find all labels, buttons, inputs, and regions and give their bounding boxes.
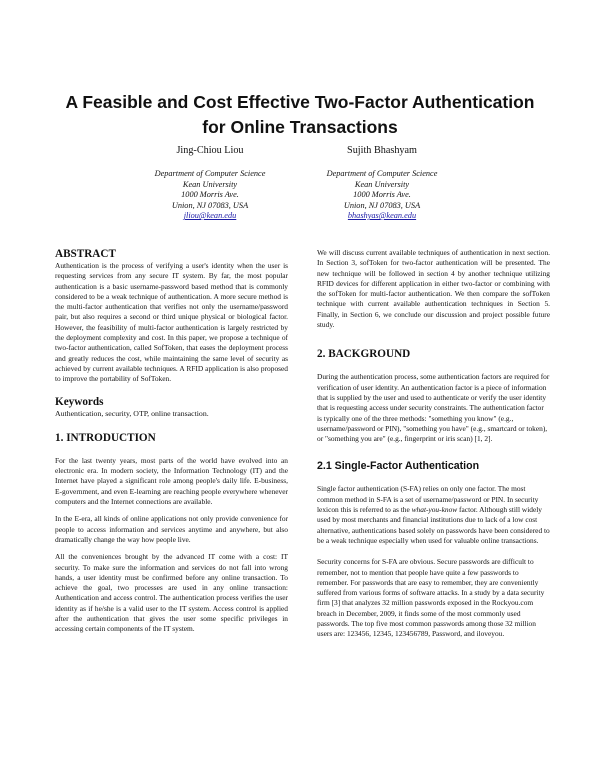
right-column <box>317 248 550 640</box>
intro-paragraph-3: All the conveniences brought by the advanced IT come with a cost: IT security. To make sure the information and services do not fall into wrong hands, a user identity must be confirmed before any online transaction. To achieve the goal, two processes are used in any online transaction: Authentication and access control. The authentication process verifies the user identity as if he/she is a valid user to the IT system. Access control is applied after the authentication that gives the user some specific privileges in accessing certain components of the IT system. <box>55 552 288 634</box>
author-street: 1000 Morris Ave. <box>181 190 239 200</box>
paper-title <box>40 90 560 140</box>
abstract-text: Authentication is the process of verifying a user's identity when the user is requesting services from any secure IT system. By far, the most popular authentication is a basic username-password based method that is commonly considered to be a weak technique of authentication. A more secure method is the multi-factor authentication that verifies not only the username/password pair, but also requires a second or third unique physical or biological factor. However, the feasibility of multi-factor authentication is largely restricted by the deployment complexity and cost. In this paper, we propose a technique of two-factor authentication, called SofToken, that eases the deployment process and greatly reduces the cost, while maintaining the same level of security as achieved by current available techniques. A RFID application is also proposed to improve the portability of SofToken. <box>55 261 288 384</box>
background-text: During the authentication process, some authentication factors are required for verification of user identity. An authentication factor is a piece of information that is supplied by the user and used to authenticate or verify the user identity that is requesting access under security constraints. The authentication factor is typically one of the three methods: "something you know" (e.g., username/password or PIN), "something you have" (e.g., smartcard or token), or "something you are" (e.g., fingerprint or iris scan) [1, 2]. <box>317 372 550 444</box>
single-factor-paragraph-1: Single factor authentication (S-FA) relies on only one factor. The most common method in S-FA is a set of username/password or PIN. In security lexicon this is referred to as the what-you-know factor. Although still widely used by most merchants and financial institutions due to lack of a low cost alternative, authentications based solely on passwords have been considered to be a weak technique especially when used for valuable online transactions. <box>317 484 550 545</box>
author-university: Kean University <box>354 179 410 189</box>
author-email-link[interactable]: jliou@kean.edu <box>183 211 237 221</box>
author-email-link[interactable]: bhashyas@kean.edu <box>347 211 417 221</box>
author-block-2 <box>282 146 482 221</box>
author-department: Department of Computer Science <box>154 169 266 179</box>
abstract-heading: ABSTRACT <box>55 248 116 260</box>
author-city: Union, NJ 07083, USA <box>343 200 421 210</box>
author-name: Sujith Bhashyam <box>347 145 417 156</box>
author-department: Department of Computer Science <box>326 169 438 179</box>
background-heading: 2. BACKGROUND <box>317 348 411 361</box>
title-line-2: for Online Transactions <box>202 117 398 137</box>
intro-paragraph-2: In the E-era, all kinds of online applications not only provide convenience for people to access information and services anytime and anywhere, but also dramatically change the way how people live. <box>55 514 288 544</box>
intro-continued-paragraph: We will discuss current available techniques of authentication in next section. In Section 3, sofToken for two-factor authentication will be presented. The new technique will be followed in section 4 by another technique utilizing RFID devices for different application in either two-factor or combining with the sofToken for multi-factor authentication. We then compare the sofToken technique with current available authentication techniques in Section 5. Finally, in Section 6, we conclude our discussion and project possible future study. <box>317 248 550 330</box>
author-street: 1000 Morris Ave. <box>353 190 411 200</box>
introduction-heading: 1. INTRODUCTION <box>55 431 156 444</box>
single-factor-paragraph-2: Security concerns for S-FA are obvious. Secure passwords are difficult to remember, not to mention that people have quite a few passwords to remember. For passwords that are easy to remember, they are conveniently suffered from various forms of software attacks. In a study by a data security firm [3] that analyzes 32 million passwords exposed in the Rockyou.com breach in December, 2009, it finds some of the most commonly used passwords. The top five most common passwords among those 32 million users are: 123456, 12345, 123456789, Password, and iloveyou. <box>317 557 545 639</box>
author-city: Union, NJ 07083, USA <box>171 200 249 210</box>
keywords-text: Authentication, security, OTP, online transaction. <box>55 408 209 418</box>
author-name: Jing-Chiou Liou <box>176 145 244 156</box>
single-factor-heading: 2.1 Single-Factor Authentication <box>317 460 480 473</box>
author-block-1 <box>110 146 310 221</box>
left-column <box>55 248 288 635</box>
keywords-heading: Keywords <box>55 395 104 408</box>
title-line-1: A Feasible and Cost Effective Two-Factor Authentication <box>65 92 535 112</box>
intro-paragraph-1: For the last twenty years, most parts of the world have evolved into an electronic era. In modern society, the Information Technology (IT) and the Internet have played a significant role among people's daily life. E-business, E-government, and even E-learning are reaching people everywhere whenever computers and the Internet connections are available. <box>55 455 288 507</box>
author-university: Kean University <box>182 179 238 189</box>
